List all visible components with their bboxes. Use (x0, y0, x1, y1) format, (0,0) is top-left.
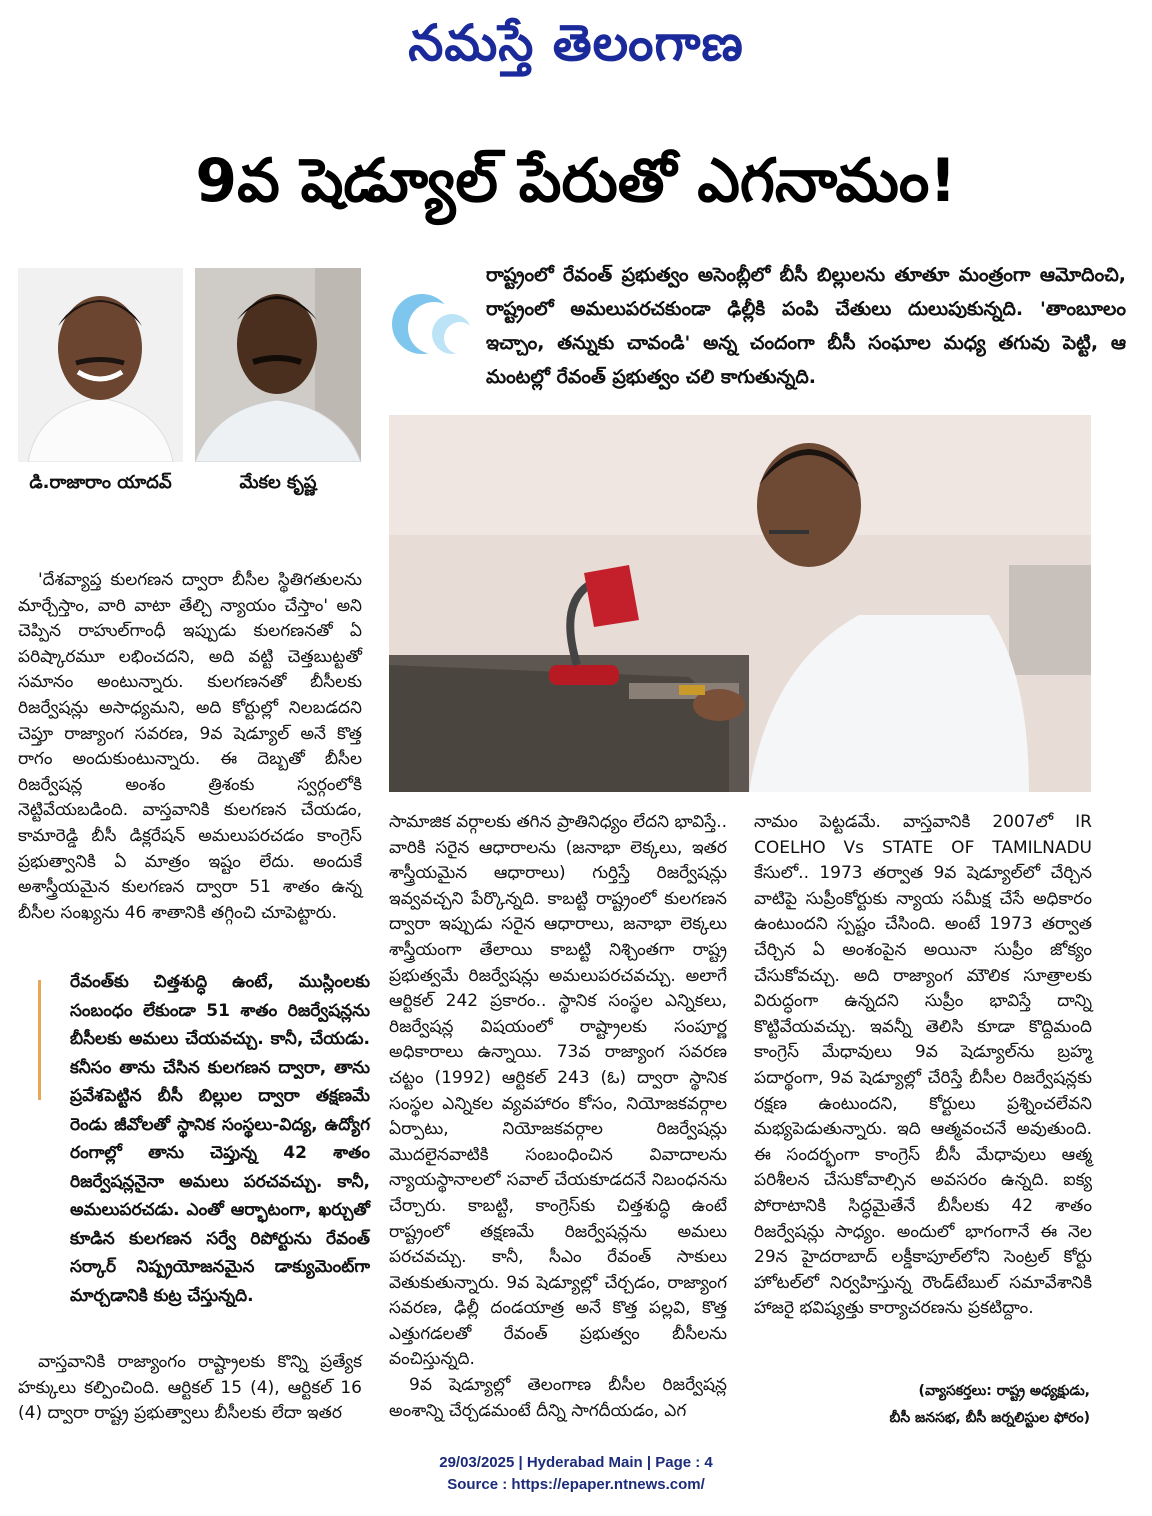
page-footer (0, 1452, 1152, 1496)
author-photo-rajaram (18, 268, 183, 462)
author-photo-krishna (195, 268, 361, 462)
column2-paragraph1: సామాజిక వర్గాలకు తగిన ప్రాతినిధ్యం లేదని భావిస్తే.. వారికి సరైన ఆధారాలను (జనాభా లెక్కలు, ఇతర శాస్త్రీయమైన ఆధారాలు) గుర్తిస్తే రిజర్వేషన్లు ఇవ్వవచ్చని పేర్కొన్నది. కాబట్టి రాష్ట్రంలో కులగణన ద్వారా ఇప్పుడు సరైన ఆధారాలు, జనాభా లెక్కలు శాస్త్రీయంగా తేలాయి కాబట్టి నిశ్చింతగా రాష్ట్ర ప్రభుత్వమే రిజర్వేషన్లు అమలుపరచవచ్చు. అలాగే ఆర్టికల్ 242 ప్రకారం.. స్థానిక సంస్థల ఎన్నికలు, రిజర్వేషన్ల విషయంలో రాష్ట్రాలకు సంపూర్ణ అధికారాలు ఉన్నాయి. 73వ రాజ్యాంగ సవరణ చట్టం (1992) ఆర్టికల్ 243 (ఓ) ద్వారా స్థానిక సంస్థల ఎన్నికల వ్యవహారం కోసం, నియోజకవర్గాల ఏర్పాటు, నియోజకవర్గాల రిజర్వేషన్లు మొదలైనవాటికి సంబంధించిన వివాదాలను న్యాయస్థానాలలో సవాల్ చేయకూడదనే నిబంధనను చేర్చారు. కాబట్టి, కాంగ్రెస్‌కు చిత్తశుద్ధి ఉంటే రాష్ట్రంలో తక్షణమే రిజర్వేషన్లను అమలు పరచవచ్చు. కానీ, సీఎం రేవంత్ సాకులు వెతుకుతున్నారు. 9వ షెడ్యూల్లో చేర్చడం, రాజ్యాంగ సవరణ, ఢిల్లీ దండయాత్ర అనే కొత్త పల్లవి, కొత్త ఎత్తుగడలతో రేవంత్ ప్రభుత్వం బీసీలను వంచిస్తున్నది. (389, 812, 727, 1370)
footer-source-link[interactable]: Source : https://epaper.ntnews.com/ (447, 1476, 705, 1493)
column1-paragraph1: 'దేశవ్యాప్త కులగణన ద్వారా బీసీల స్థితిగతులను మార్చేస్తాం, వారి వాటా తేల్చి న్యాయం చేస్తాం' అని చెప్పిన రాహుల్‌గాంధీ ఇప్పుడు కులగణనతో ఏ పరిష్కారమూ లభించదని, అది వట్టి చెత్తబుట్టతో సమానం అంటున్నారు. కులగణనతో బీసీలకు రిజర్వేషన్లు అసాధ్యమని, అది కోర్టుల్లో నిలబడదని చెప్తూ రాజ్యాంగ సవరణ, 9వ షెడ్యూల్ అనే కొత్త రాగం అందుకుంటున్నారు. ఈ దెబ్బతో బీసీల రిజర్వేషన్ల అంశం త్రిశంకు స్వర్గంలోకి నెట్టివేయబడింది. వాస్తవానికి కులగణన చేయడం, కామారెడ్డి బీసీ డిక్లరేషన్ అమలుపరచడం కాంగ్రెస్ ప్రభుత్వానికి ఏ మాత్రం ఇష్టం లేదు. అందుకే అశాస్త్రీయమైన కులగణన ద్వారా 51 శాతం ఉన్న బీసీల సంఖ్యను 46 శాతానికి తగ్గించి చూపెట్టారు. (18, 570, 362, 923)
quote-bar (38, 980, 41, 1100)
author-caption-rajaram: డి.రాజారాం యాదవ్ (29, 472, 172, 493)
article-intro: రాష్ట్రంలో రేవంత్ ప్రభుత్వం అసెంబ్లీలో బీసీ బిల్లులను తూతూ మంత్రంగా ఆమోదించి, రాష్ట్రంలో అమలుపరచకుండా ఢిల్లీకి పంపి చేతులు దులుపుకున్నది. 'తాంబూలం ఇచ్చాం, తన్నుకు చావండి' అన్న చందంగా బీసీ సంఘాల మధ్య తగువు పెట్టి, ఆ మంటల్లో రేవంత్ ప్రభుత్వం చలి కాగుతున్నది. (486, 264, 1126, 388)
column1-paragraph2: వాస్తవానికి రాజ్యాంగం రాష్ట్రాలకు కొన్ని ప్రత్యేక హక్కులు కల్పించింది. ఆర్టికల్ 15 (4), ఆర్టికల్ 16 (4) ద్వారా రాష్ట్ర ప్రభుత్వాలు బీసీలకు లేదా ఇతర (18, 1352, 362, 1424)
byline-line1: (వ్యాసకర్తలు: రాష్ట్ర అధ్యక్షుడు, (918, 1383, 1090, 1399)
author-byline (800, 1378, 1090, 1432)
byline-line2: బీసీ జనసభ, బీసీ జర్నలిస్టుల ఫోరం) (889, 1410, 1090, 1426)
quote-bubbles-icon (384, 286, 484, 376)
column3-paragraph1: నామం పెట్టడమే. వాస్తవానికి 2007లో IR COELHO Vs STATE OF TAMILNADU కేసులో.. 1973 తర్వాత 9వ షెడ్యూల్‌లో చేర్చిన వాటిపై సుప్రీంకోర్టుకు న్యాయ సమీక్ష చేసే అధికారం ఉంటుందని స్పష్టం చేసింది. అంటే 1973 తర్వాత చేర్చిన ఏ అంశంపైన అయినా సుప్రీం జోక్యం చేసుకోవచ్చు. అది రాజ్యాంగ మౌలిక సూత్రాలకు విరుద్ధంగా ఉన్నదని సుప్రీం భావిస్తే దాన్ని కొట్టివేయవచ్చు. ఇవన్నీ తెలిసి కూడా కొద్దిమంది కాంగ్రెస్ మేధావులు 9వ షెడ్యూల్‌ను బ్రహ్మ పదార్థంగా, 9వ షెడ్యూల్లో చేరిస్తే బీసీల రిజర్వేషన్లకు రక్షణ ఉంటుందని, కోర్టులు ప్రశ్నించలేవని మభ్యపెడుతున్నారు. ఇది ఆత్మవంచనే అవుతుంది. ఈ సందర్భంగా కాంగ్రెస్ బీసీ మేధావులు ఆత్మ పరిశీలన చేసుకోవాల్సిన అవసరం ఉన్నది. ఐక్య పోరాటానికి సిద్ధమైతేనే బీసీలకు 42 శాతం రిజర్వేషన్లు సాధ్యం. అందులో భాగంగానే ఈ నెల 29న హైదరాబాద్ లక్డీకాపూల్‌లోని సెంట్రల్ కోర్టు హోటల్‌లో నిర్వహిస్తున్న రౌండ్‌టేబుల్ సమావేశానికి హాజరై భవిష్యత్తు కార్యాచరణను ప్రకటిద్దాం. (754, 812, 1092, 1319)
footer-edition: 29/03/2025 | Hyderabad Main | Page : 4 (439, 1454, 713, 1471)
author-caption-krishna: మేకల కృష్ణ (239, 472, 317, 493)
article-headline: 9వ షెడ్యూల్ పేరుతో ఎగనామం! (195, 146, 957, 216)
article-photo (389, 415, 1091, 792)
masthead-logo: నమస్తే తెలంగాణ (408, 13, 744, 72)
column2-paragraph2: 9వ షెడ్యూల్లో తెలంగాణ బీసీల రిజర్వేషన్ల అంశాన్ని చేర్చడమంటే దీన్ని సాగదీయడం, ఎగ (389, 1375, 727, 1421)
column1-pullquote: రేవంత్‌కు చిత్తశుద్ధి ఉంటే, ముస్లింలకు సంబంధం లేకుండా 51 శాతం రిజర్వేషన్లను బీసీలకు అమలు చేయవచ్చు. కానీ, చేయడు. కనీసం తాను చేసిన కులగణన ద్వారా, తాను ప్రవేశపెట్టిన బీసీ బిల్లుల ద్వారా తక్షణమే రెండు జీవోలతో స్థానిక సంస్థలు-విద్య, ఉద్యోగ రంగాల్లో తాను చెప్తున్న 42 శాతం రిజర్వేషన్లనైనా అమలు పరచవచ్చు. కానీ, అమలుపరచడు. ఎంతో ఆర్భాటంగా, ఖర్చుతో కూడిన కులగణన సర్వే రిపోర్టును రేవంత్ సర్కార్ నిష్ప్రయోజనమైన డాక్యుమెంట్‌గా మార్చడానికి కుట్ర చేస్తున్నది. (70, 972, 370, 1306)
